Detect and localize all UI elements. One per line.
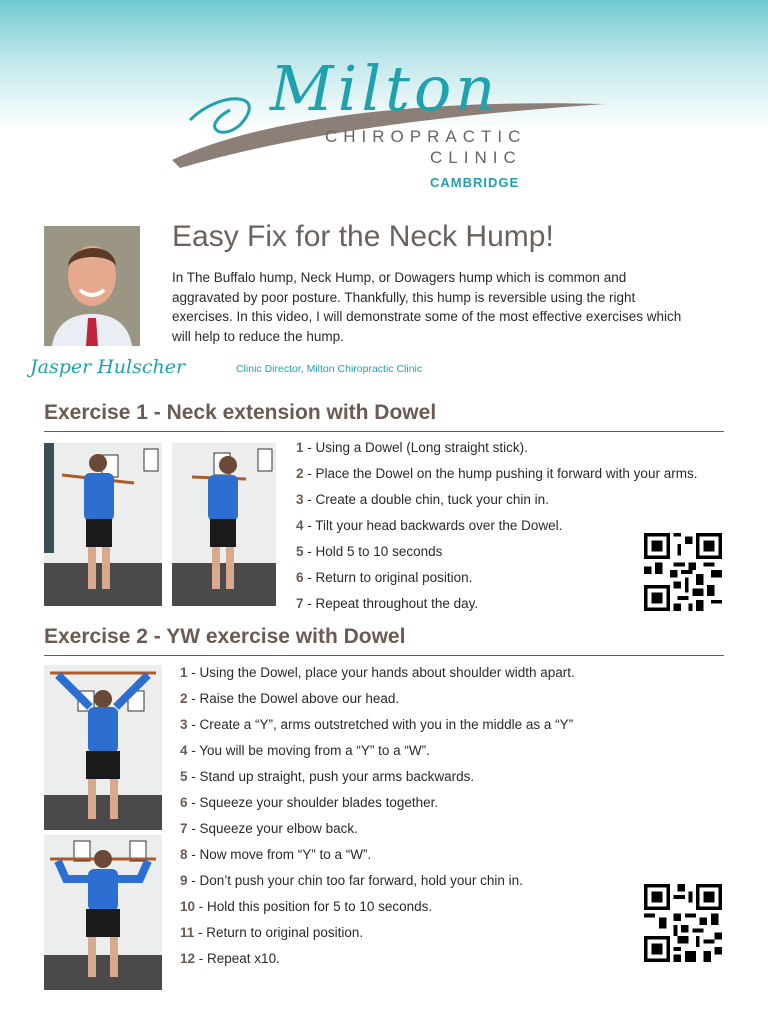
step-item: 8 - Now move from “Y” to a “W”. — [180, 847, 372, 862]
step-item: 4 - You will be moving from a “Y” to a “W”. — [180, 743, 430, 758]
exercise2-qr-code[interactable] — [642, 884, 724, 962]
exercise1-divider — [44, 431, 724, 432]
step-item: 11 - Return to original position. — [180, 925, 364, 940]
exercise1-photo-1 — [44, 443, 162, 606]
exercise2-photo-y — [44, 665, 162, 830]
clinic-logo — [160, 30, 620, 200]
logo-cambridge: CAMBRIDGE — [430, 175, 520, 190]
step-item: 1 - Using the Dowel, place your hands about shoulder width apart. — [180, 665, 575, 680]
signature-title: Clinic Director, Milton Chiropractic Clinic — [236, 363, 423, 375]
step-item: 3 - Create a “Y”, arms outstretched with you in the middle as a “Y” — [180, 717, 574, 732]
step-item: 9 - Don’t push your chin too far forward, hold your chin in. — [180, 873, 523, 888]
step-item: 6 - Return to original position. — [296, 570, 473, 585]
director-portrait — [44, 226, 140, 346]
exercise2-steps — [180, 660, 575, 972]
page-title: Easy Fix for the Neck Hump! — [172, 220, 554, 253]
step-item: 1 - Using a Dowel (Long straight stick). — [296, 440, 528, 455]
step-item: 10 - Hold this position for 5 to 10 seconds. — [180, 899, 433, 914]
exercise1-steps — [296, 435, 697, 617]
intro-paragraph: In The Buffalo hump, Neck Hump, or Dowagers hump which is common and aggravated by poor posture. Thankfully, this hump is reversible using the right exercises. In this video, I will demonstrate some of the most effective exercises which will help to reduce the hump. — [172, 270, 682, 344]
step-item: 12 - Repeat x10. — [180, 951, 280, 966]
step-item: 6 - Squeeze your shoulder blades together. — [180, 795, 439, 810]
exercise1-qr-code[interactable] — [642, 533, 724, 611]
step-item: 4 - Tilt your head backwards over the Dowel. — [296, 518, 563, 533]
exercise2-title: Exercise 2 - YW exercise with Dowel — [44, 625, 406, 648]
exercise2-divider — [44, 655, 724, 656]
exercise1-photo-2 — [172, 443, 276, 606]
step-item: 3 - Create a double chin, tuck your chin in. — [296, 492, 549, 507]
signature: Jasper Hulscher — [30, 356, 186, 378]
step-item: 2 - Raise the Dowel above our head. — [180, 691, 400, 706]
step-item: 7 - Squeeze your elbow back. — [180, 821, 358, 836]
step-item: 2 - Place the Dowel on the hump pushing it forward with your arms. — [296, 466, 698, 481]
step-item: 7 - Repeat throughout the day. — [296, 596, 479, 611]
step-item: 5 - Hold 5 to 10 seconds — [296, 544, 443, 559]
exercise2-photo-w — [44, 835, 162, 990]
exercise1-title: Exercise 1 - Neck extension with Dowel — [44, 401, 437, 424]
logo-clinic: CLINIC — [430, 148, 522, 167]
logo-chiropractic: CHIROPRACTIC — [325, 127, 527, 146]
step-item: 5 - Stand up straight, push your arms backwards. — [180, 769, 475, 784]
logo-script: Milton — [270, 52, 500, 125]
